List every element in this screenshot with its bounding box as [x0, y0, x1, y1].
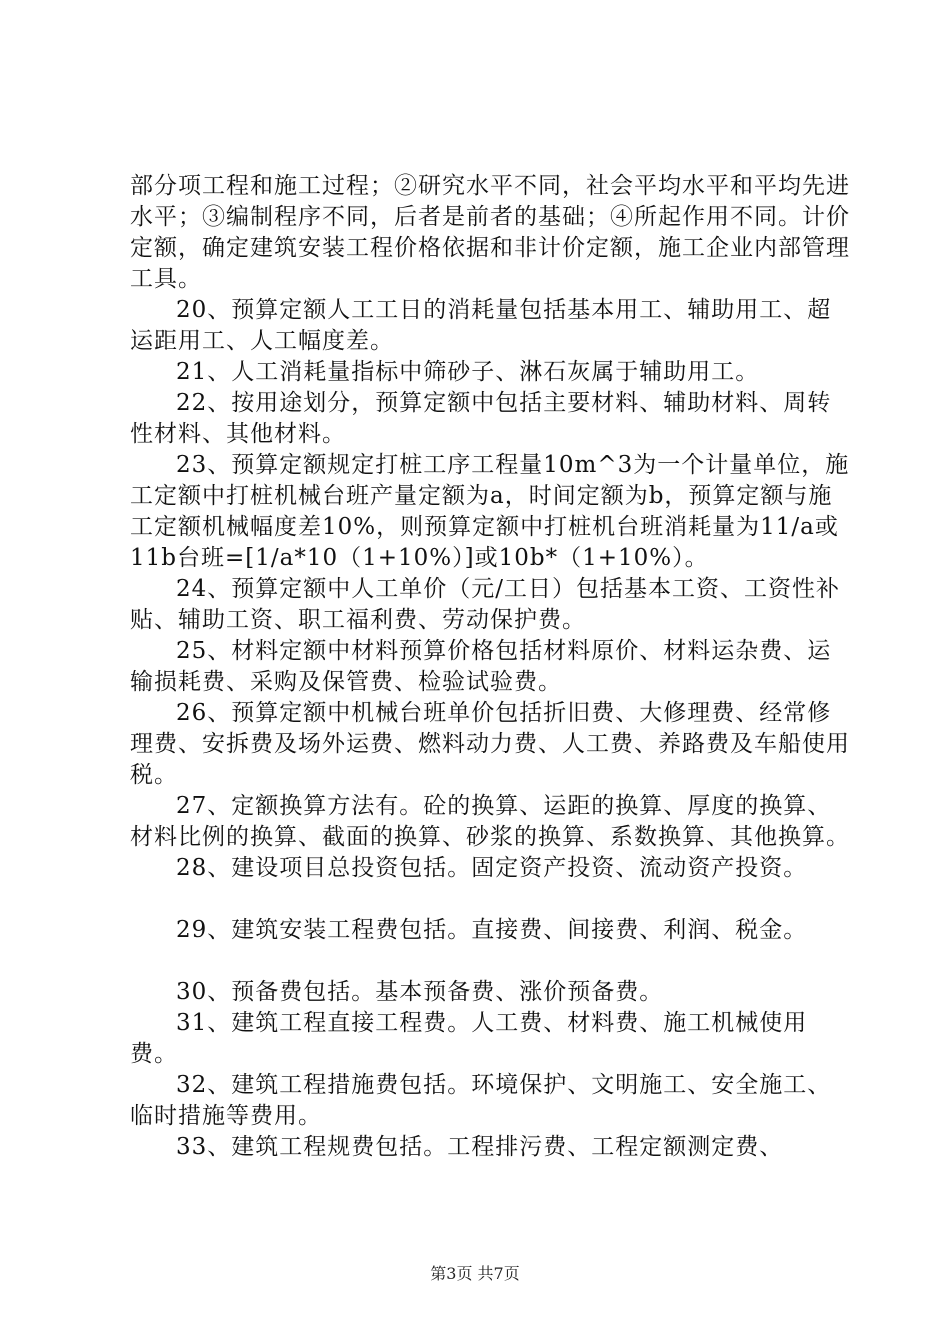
- paragraph-continuation: 部分项工程和施工过程；②研究水平不同，社会平均水平和平均先进水平；③编制程序不同，后者是前者的基础；④所起作用不同。计价定额，确定建筑安装工程价格依据和非计价定额，施工企业内部管理工具。: [130, 173, 850, 292]
- paragraph-item-25: 25、材料定额中材料预算价格包括材料原价、材料运杂费、运输损耗费、采购及保管费、检验试验费。: [130, 638, 832, 695]
- paragraph-item-22: 22、按用途划分，预算定额中包括主要材料、辅助材料、周转性材料、其他材料。: [130, 390, 832, 447]
- paragraph-item-28: 28、建设项目总投资包括。固定资产投资、流动资产投资。: [176, 855, 808, 881]
- paragraph-item-31: 31、建筑工程直接工程费。人工费、材料费、施工机械使用费。: [130, 1010, 808, 1067]
- page-footer: [0, 1264, 950, 1284]
- paragraph-item-27: 27、定额换算方法有。砼的换算、运距的换算、厚度的换算、材料比例的换算、截面的换算、砂浆的换算、系数换算、其他换算。: [130, 793, 850, 850]
- page-number-label: 第3页 共7页: [430, 1264, 520, 1283]
- paragraph-item-24: 24、预算定额中人工单价（元/工日）包括基本工资、工资性补贴、辅助工资、职工福利费、劳动保护费。: [130, 576, 841, 633]
- paragraph-item-33: 33、建筑工程规费包括。工程排污费、工程定额测定费、: [176, 1134, 784, 1160]
- document-body: [130, 171, 850, 1163]
- paragraph-item-30: 30、预备费包括。基本预备费、涨价预备费。: [176, 979, 664, 1005]
- paragraph-item-23: 23、预算定额规定打桩工序工程量10m^3为一个计量单位，施工定额中打桩机械台班产量定额为a，时间定额为b，预算定额与施工定额机械幅度差10%，则预算定额中打桩机台班消耗量为11/a或11b台班=[1/a*10（1+10%）]或10b*（1+10%）。: [130, 452, 850, 571]
- paragraph-item-29: 29、建筑安装工程费包括。直接费、间接费、利润、税金。: [176, 917, 808, 943]
- paragraph-item-20: 20、预算定额人工工日的消耗量包括基本用工、辅助用工、超运距用工、人工幅度差。: [130, 297, 832, 354]
- paragraph-item-32: 32、建筑工程措施费包括。环境保护、文明施工、安全施工、临时措施等费用。: [130, 1072, 832, 1129]
- paragraph-item-26: 26、预算定额中机械台班单价包括折旧费、大修理费、经常修理费、安拆费及场外运费、燃料动力费、人工费、养路费及车船使用税。: [130, 700, 850, 788]
- paragraph-item-21: 21、人工消耗量指标中筛砂子、淋石灰属于辅助用工。: [176, 359, 760, 385]
